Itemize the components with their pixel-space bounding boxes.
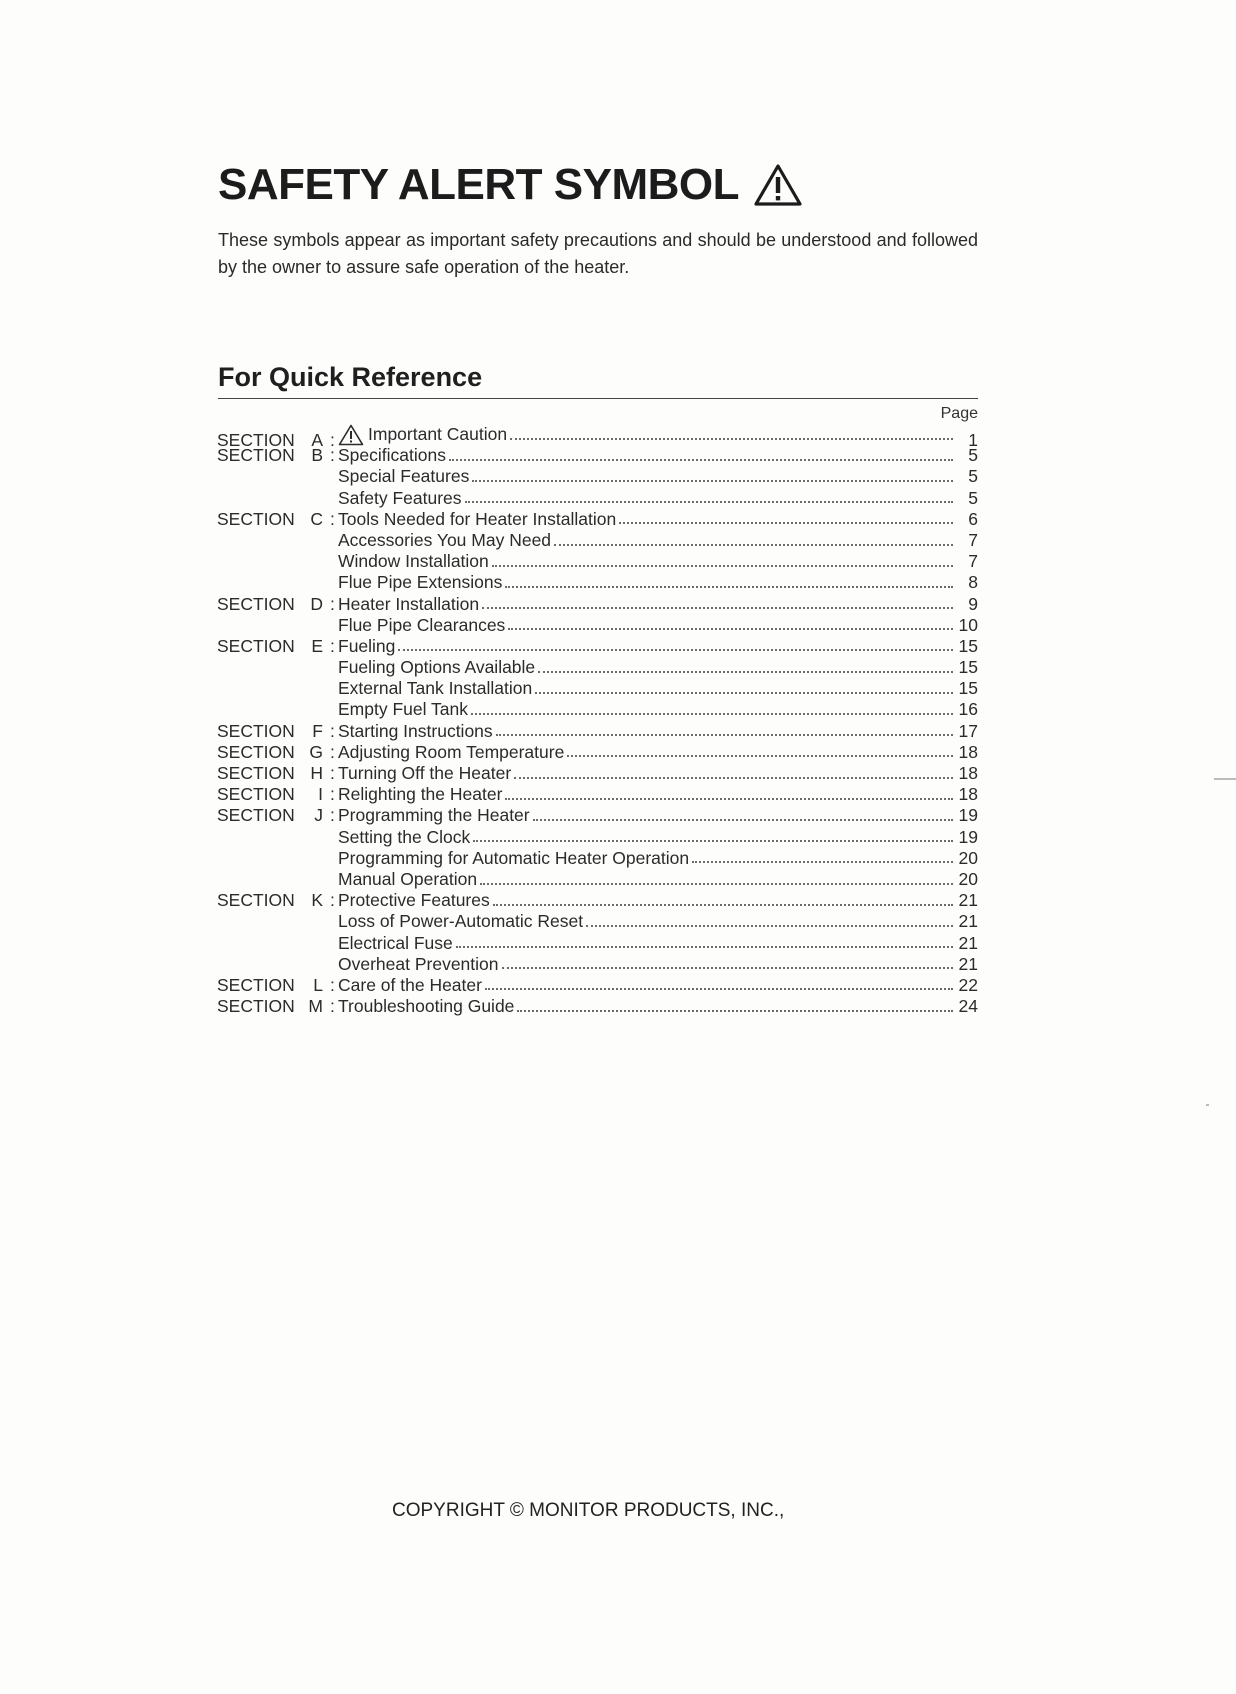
toc-page-number: 20 (958, 868, 978, 889)
toc-section-word: SECTION (217, 593, 295, 614)
toc-page-number: 21 (958, 932, 978, 953)
toc-page-number: 16 (958, 699, 978, 720)
toc-entry (217, 488, 978, 509)
toc-entry-text: Fueling (338, 635, 396, 656)
toc-entry-title (338, 488, 462, 509)
toc-colon: : (330, 763, 335, 783)
toc-colon: : (330, 741, 335, 762)
toc-entry-title (338, 742, 564, 763)
toc-dot-leader (456, 946, 953, 948)
toc-section-word: SECTION (217, 996, 295, 1017)
toc-section-letter: B (311, 445, 323, 466)
toc-dot-leader (496, 734, 953, 736)
toc-entry-title (338, 933, 453, 954)
toc-dot-leader (449, 459, 953, 461)
toc-entry (217, 657, 978, 678)
toc-entry (217, 615, 978, 636)
toc-dot-leader (535, 692, 953, 694)
toc-entry (217, 636, 978, 657)
toc-colon: : (330, 805, 335, 826)
copyright-symbol: © (509, 1500, 524, 1521)
toc-section-letter: D (310, 593, 323, 614)
toc-page-number: 5 (968, 466, 978, 487)
toc-page-number: 15 (958, 635, 978, 656)
toc-entry-text: Programming for Automatic Heater Operation (338, 847, 690, 868)
toc-entry-text: Accessories You May Need (338, 529, 552, 550)
toc-dot-leader (619, 522, 953, 524)
toc-entry-title (338, 466, 469, 487)
toc-entry-title (338, 848, 689, 869)
toc-entry (217, 530, 978, 551)
safety-alert-icon (753, 163, 803, 207)
toc-section-label (217, 721, 338, 742)
toc-page-number: 17 (958, 720, 978, 741)
toc-page-number: 9 (968, 593, 978, 614)
toc-page-number: 18 (958, 741, 978, 762)
toc-entry-title (338, 509, 616, 530)
toc-entry (217, 784, 978, 805)
toc-entry-text: Safety Features (338, 487, 462, 508)
toc-colon: : (330, 784, 335, 805)
toc-entry-text: Flue Pipe Extensions (338, 572, 503, 593)
toc-dot-leader (505, 798, 953, 800)
page-column-label: Page (940, 405, 978, 422)
toc-page-number: 19 (958, 805, 978, 826)
toc-section-letter: M (308, 996, 323, 1017)
toc-section-word: SECTION (217, 741, 295, 762)
toc-dot-leader (538, 671, 953, 673)
toc-dot-leader (472, 480, 953, 482)
toc-entry (217, 742, 978, 763)
toc-entry-text: Care of the Heater (338, 974, 482, 995)
toc-entry-title (338, 763, 511, 784)
table-of-contents (217, 424, 978, 1017)
toc-dot-leader (502, 967, 953, 969)
toc-entry-title (338, 678, 532, 699)
copyright-prefix: COPYRIGHT (392, 1500, 505, 1521)
toc-dot-leader (471, 713, 953, 715)
toc-entry-title (338, 445, 446, 466)
toc-entry-title (338, 594, 479, 615)
toc-entry-text: Special Features (338, 466, 470, 487)
toc-section-letter: A (311, 430, 323, 450)
toc-entry (217, 890, 978, 911)
toc-entry-title (338, 954, 499, 975)
toc-entry-text: Important Caution (368, 424, 508, 445)
toc-entry-text: Relighting the Heater (338, 784, 503, 805)
toc-entry (217, 678, 978, 699)
toc-entry-title (338, 805, 530, 826)
toc-colon: : (330, 996, 335, 1017)
toc-entry-title (338, 911, 583, 932)
safety-alert-icon (338, 424, 364, 446)
toc-entry (217, 445, 978, 466)
toc-entry (217, 869, 978, 890)
toc-page-number: 8 (968, 572, 978, 593)
toc-entry-text: Heater Installation (338, 593, 480, 614)
toc-entry-title (338, 975, 482, 996)
toc-entry-text: Manual Operation (338, 868, 478, 889)
toc-section-word: SECTION (217, 805, 295, 826)
toc-entry-text: Empty Fuel Tank (338, 699, 469, 720)
toc-entry-title (338, 551, 489, 572)
toc-entry-text: Tools Needed for Heater Installation (338, 508, 617, 529)
toc-colon: : (330, 508, 335, 529)
toc-section-word: SECTION (217, 445, 295, 466)
toc-page-number: 6 (968, 508, 978, 529)
toc-entry-title (338, 636, 395, 657)
toc-section-label (217, 594, 338, 615)
scan-edge-mark (1214, 778, 1236, 780)
toc-page-number: 7 (968, 551, 978, 572)
toc-entry (217, 721, 978, 742)
toc-section-word: SECTION (217, 890, 295, 911)
toc-entry (217, 763, 978, 784)
toc-entry-text: Flue Pipe Clearances (338, 614, 506, 635)
toc-entry-text: Protective Features (338, 890, 490, 911)
toc-page-number: 20 (958, 847, 978, 868)
toc-page-number: 15 (958, 678, 978, 699)
page-title-text: SAFETY ALERT SYMBOL (218, 160, 739, 209)
toc-section-letter: L (313, 974, 323, 995)
toc-section-letter-wrap (318, 784, 338, 805)
toc-dot-leader (554, 544, 953, 546)
toc-section-label (217, 890, 338, 911)
toc-entry (217, 933, 978, 954)
toc-entry (217, 572, 978, 593)
toc-dot-leader (517, 1010, 953, 1012)
toc-colon: : (330, 445, 335, 466)
intro-paragraph: These symbols appear as important safety precautions and should be understood and followed by the owner to assure safe operation of the heater. (218, 230, 978, 277)
toc-section-label (217, 975, 338, 996)
toc-section-letter: C (310, 508, 323, 529)
toc-colon: : (330, 635, 335, 656)
toc-dot-leader (514, 777, 953, 779)
toc-entry-text: Setting the Clock (338, 826, 471, 847)
toc-section-word: SECTION (217, 635, 295, 656)
toc-dot-leader (465, 501, 953, 503)
toc-section-letter: K (311, 890, 323, 911)
toc-section-word: SECTION (217, 763, 295, 783)
toc-section-label (217, 509, 338, 530)
toc-entry-text: Electrical Fuse (338, 932, 453, 953)
scan-edge-mark (1206, 1104, 1209, 1106)
toc-entry (217, 975, 978, 996)
toc-entry-text: External Tank Installation (338, 678, 533, 699)
toc-entry (217, 551, 978, 572)
toc-section-label (217, 784, 338, 805)
toc-entry-title (338, 424, 507, 446)
toc-entry (217, 805, 978, 826)
toc-page-number: 5 (968, 445, 978, 466)
toc-entry-title (338, 615, 505, 636)
toc-entry-text: Fueling Options Available (338, 657, 536, 678)
toc-section-letter: J (314, 805, 323, 826)
toc-page-number: 18 (958, 763, 978, 783)
toc-entry-title (338, 784, 502, 805)
toc-section-word: SECTION (217, 508, 295, 529)
toc-entry-title (338, 721, 493, 742)
toc-entry (217, 827, 978, 848)
toc-entry (217, 911, 978, 932)
toc-dot-leader (473, 840, 953, 842)
toc-entry-title (338, 572, 502, 593)
page-title (218, 160, 803, 210)
toc-page-number: 22 (958, 974, 978, 995)
toc-section-label (217, 445, 338, 466)
toc-section-letter: H (310, 763, 323, 783)
toc-dot-leader (482, 607, 953, 609)
toc-page-number: 10 (958, 614, 978, 635)
toc-section-word: SECTION (217, 430, 295, 450)
toc-entry-title (338, 530, 551, 551)
toc-entry-text: Adjusting Room Temperature (338, 741, 565, 762)
toc-section-word: SECTION (217, 784, 295, 805)
toc-dot-leader (533, 819, 953, 821)
toc-page-number: 21 (958, 953, 978, 974)
toc-entry-text: Overheat Prevention (338, 953, 499, 974)
copyright-notice (392, 1500, 784, 1522)
toc-entry-text: Window Installation (338, 551, 489, 572)
toc-entry-text: Specifications (338, 445, 446, 466)
toc-entry-text: Turning Off the Heater (338, 763, 512, 783)
toc-entry (217, 594, 978, 615)
toc-section-letter: E (311, 635, 323, 656)
toc-dot-leader (692, 861, 953, 863)
toc-section-letter: I (318, 784, 323, 805)
toc-section-word: SECTION (217, 974, 295, 995)
toc-entry-title (338, 827, 470, 848)
toc-page-number: 21 (958, 911, 978, 932)
toc-section-label (217, 742, 338, 763)
toc-entry (217, 954, 978, 975)
toc-dot-leader (586, 925, 953, 927)
toc-colon: : (330, 890, 335, 911)
toc-section-label (217, 636, 338, 657)
toc-entry (217, 466, 978, 487)
toc-entry-text: Starting Instructions (338, 720, 493, 741)
toc-dot-leader (398, 649, 953, 651)
toc-entry-text: Loss of Power-Automatic Reset (338, 911, 584, 932)
toc-page-number: 18 (958, 784, 978, 805)
toc-entry-title (338, 996, 514, 1017)
toc-page-number: 1 (968, 430, 978, 450)
toc-section-label (217, 763, 338, 784)
toc-dot-leader (567, 755, 953, 757)
toc-dot-leader (505, 586, 953, 588)
toc-entry (217, 996, 978, 1017)
toc-colon: : (330, 720, 335, 741)
toc-entry-title (338, 890, 490, 911)
toc-entry-title (338, 657, 535, 678)
toc-section-word: SECTION (217, 720, 295, 741)
toc-page-number: 15 (958, 657, 978, 678)
toc-section-letter: F (312, 720, 323, 741)
toc-page-number: 21 (958, 890, 978, 911)
toc-dot-leader (508, 628, 953, 630)
toc-entry-text: Troubleshooting Guide (338, 996, 515, 1017)
toc-dot-leader (485, 988, 953, 990)
toc-section-letter: G (309, 741, 323, 762)
toc-entry (217, 848, 978, 869)
toc-entry-title (338, 869, 477, 890)
toc-dot-leader (480, 883, 953, 885)
toc-entry-text: Programming the Heater (338, 805, 530, 826)
toc-dot-leader (510, 438, 953, 440)
toc-dot-leader (492, 565, 953, 567)
toc-page-number: 7 (968, 529, 978, 550)
toc-entry (217, 699, 978, 720)
heading-divider (218, 398, 978, 399)
toc-entry-title (338, 699, 468, 720)
toc-section-label (217, 996, 338, 1017)
toc-section-label (217, 805, 338, 826)
toc-colon: : (330, 593, 335, 614)
toc-page-number: 24 (958, 996, 978, 1017)
toc-entry (217, 509, 978, 530)
quick-reference-heading: For Quick Reference (218, 362, 483, 392)
toc-colon: : (330, 974, 335, 995)
toc-page-number: 19 (958, 826, 978, 847)
toc-dot-leader (493, 904, 953, 906)
toc-entry (217, 424, 978, 450)
copyright-owner: MONITOR PRODUCTS, INC., (529, 1500, 785, 1521)
toc-page-number: 5 (968, 487, 978, 508)
toc-colon: : (330, 430, 335, 450)
